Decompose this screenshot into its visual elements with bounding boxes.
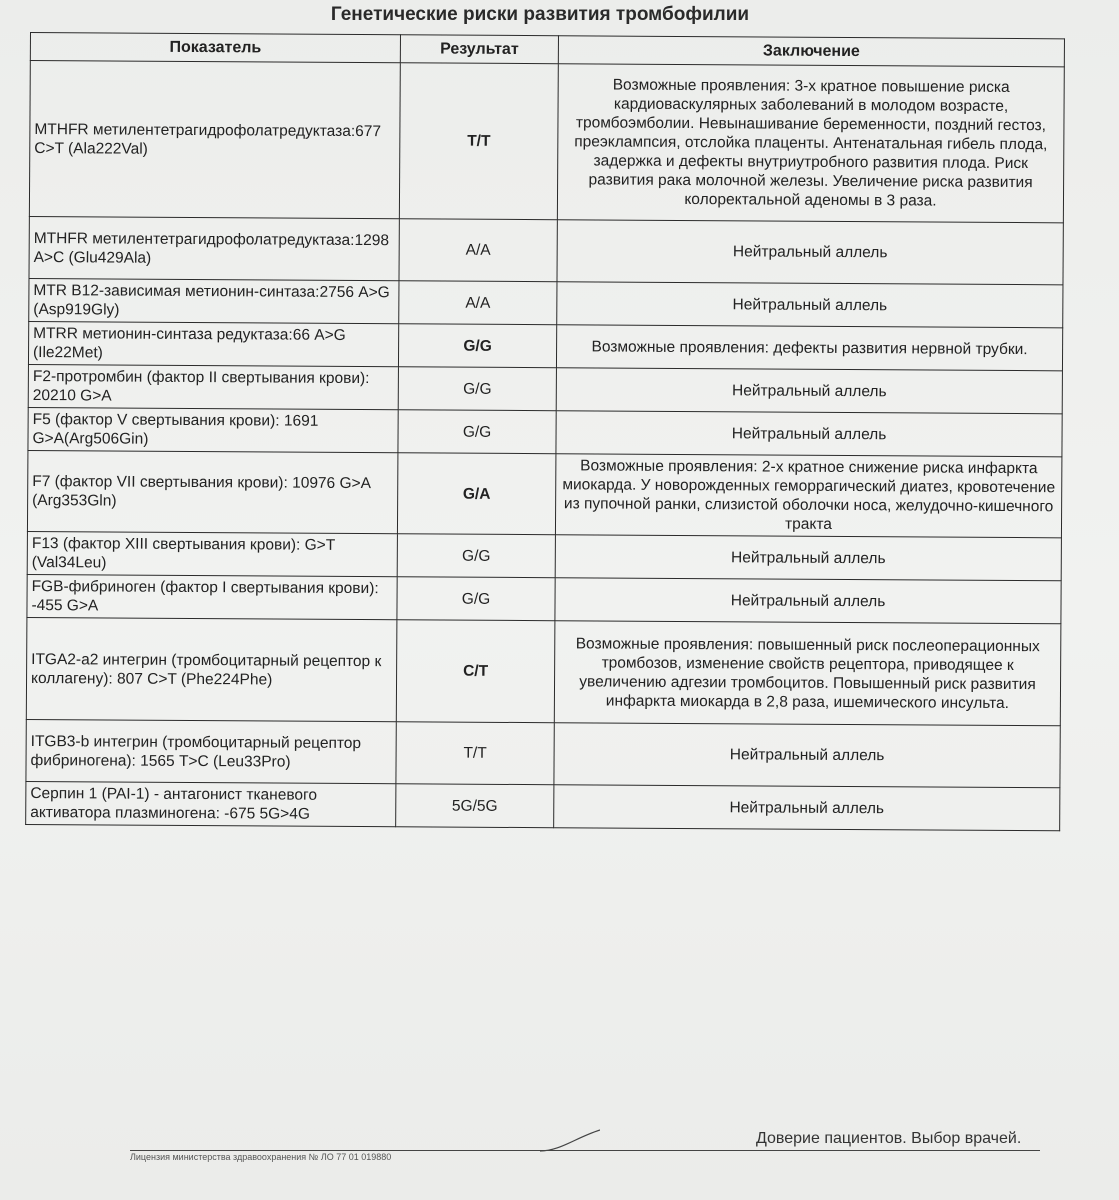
table-row <box>28 321 1062 370</box>
table-row <box>29 278 1063 327</box>
indicator-cell: F2-протромбин (фактор II свертывания крови): 20210 G>A <box>28 364 398 409</box>
conclusion-cell: Возможные проявления: повышенный риск послеоперационных тромбозов, изменение свойств рецептора, приводящее к увеличению адгезии тромбоцитов. Повышенный риск развития инфаркта миокарда в 2,8 раза, ишемического инсульта. <box>554 621 1061 726</box>
report-title: Генетические риски развития тромбофилии <box>330 4 750 25</box>
indicator-cell: ITGA2-a2 интегрин (тромбоцитарный рецептор к коллагену): 807 C>T (Phe224Phe) <box>26 617 397 721</box>
result-cell: T/T <box>399 63 558 220</box>
result-cell: 5G/5G <box>396 784 554 828</box>
conclusion-cell: Нейтральный аллель <box>557 282 1063 328</box>
result-cell: A/A <box>399 219 557 282</box>
indicator-cell: MTHFR метилентетрагидрофолатредуктаза:1298 A>C (Glu429Ala) <box>29 216 399 280</box>
thrombophilia-table <box>25 32 1065 831</box>
header-result: Результат <box>400 35 558 64</box>
table-row <box>29 216 1063 284</box>
result-cell: T/T <box>396 722 554 785</box>
indicator-cell: ITGB3-b интегрин (тромбоцитарный рецептор фибриногена): 1565 T>C (Leu33Pro) <box>26 719 396 783</box>
conclusion-cell: Нейтральный аллель <box>557 220 1063 285</box>
table-row <box>27 531 1061 580</box>
table-row <box>27 450 1061 537</box>
conclusion-cell: Возможные проявления: 3-х кратное повышение риска кардиоваскулярных заболеваний в молодом возрасте, тромбоэмболии. Невынашивание беременности, поздний гестоз, преэклампсия, отслойка плаценты. Антенатальная гибель плода, задержка и дефекты внутриутробного развития плода. Риск развития рака молочной железы. Увеличение риска развития колоректальной аденомы в 3 раза. <box>557 64 1064 223</box>
result-cell: G/G <box>397 534 555 578</box>
indicator-cell: F13 (фактор XIII свертывания крови): G>T (Val34Leu) <box>27 531 397 576</box>
header-conclusion: Заключение <box>558 36 1064 67</box>
conclusion-cell: Нейтральный аллель <box>555 535 1061 581</box>
indicator-cell: F7 (фактор VII свертывания крови): 10976 G>A (Arg353Gln) <box>27 450 397 533</box>
indicator-cell: F5 (фактор V свертывания крови): 1691 G>A(Arg506Gin) <box>28 407 398 452</box>
footer-slogan: Доверие пациентов. Выбор врачей. <box>756 1130 1022 1147</box>
result-cell: G/G <box>398 324 556 368</box>
result-cell: G/G <box>398 367 556 411</box>
table-row <box>28 364 1062 413</box>
table-row <box>26 617 1061 725</box>
indicator-cell: MTR B12-зависимая метионин-синтаза:2756 A>G (Asp919Gly) <box>29 278 399 323</box>
conclusion-cell: Возможные проявления: 2-х кратное снижение риска инфаркта миокарда. У новорожденных геморрагический диатез, кровотечение из пупочной ранки, слизистой оболочки носа, желудочно-кишечного тракта <box>555 454 1061 538</box>
indicator-cell: FGB-фибриноген (фактор I свертывания крови): -455 G>A <box>27 574 397 619</box>
indicator-cell: MTHFR метилентетрагидрофолатредуктаза:677 C>T (Ala222Val) <box>29 61 400 219</box>
footer-divider <box>130 1150 1040 1151</box>
result-cell: C/T <box>396 620 555 723</box>
footer-swoosh-icon <box>540 1128 600 1152</box>
table-row <box>26 719 1060 787</box>
result-cell: G/A <box>397 453 555 535</box>
table-row <box>27 574 1061 623</box>
conclusion-cell: Нейтральный аллель <box>554 723 1060 788</box>
indicator-cell: Серпин 1 (PAI-1) - антагонист тканевого активатора плазминогена: -675 5G>4G <box>26 781 396 826</box>
table-row <box>29 61 1064 223</box>
header-indicator: Показатель <box>30 33 400 63</box>
conclusion-cell: Нейтральный аллель <box>556 368 1062 414</box>
table-row <box>26 781 1060 830</box>
result-cell: A/A <box>399 281 557 325</box>
conclusion-cell: Нейтральный аллель <box>556 411 1062 457</box>
conclusion-cell: Возможные проявления: дефекты развития нервной трубки. <box>556 325 1062 371</box>
footer-license: Лицензия министерства здравоохранения № ЛО 77 01 019880 <box>130 1152 392 1162</box>
indicator-cell: MTRR метионин-синтаза редуктаза:66 A>G (Ile22Met) <box>28 321 398 366</box>
result-cell: G/G <box>398 410 556 454</box>
table-row <box>28 407 1062 456</box>
result-cell: G/G <box>397 577 555 621</box>
conclusion-cell: Нейтральный аллель <box>555 578 1061 624</box>
conclusion-cell: Нейтральный аллель <box>554 785 1060 831</box>
